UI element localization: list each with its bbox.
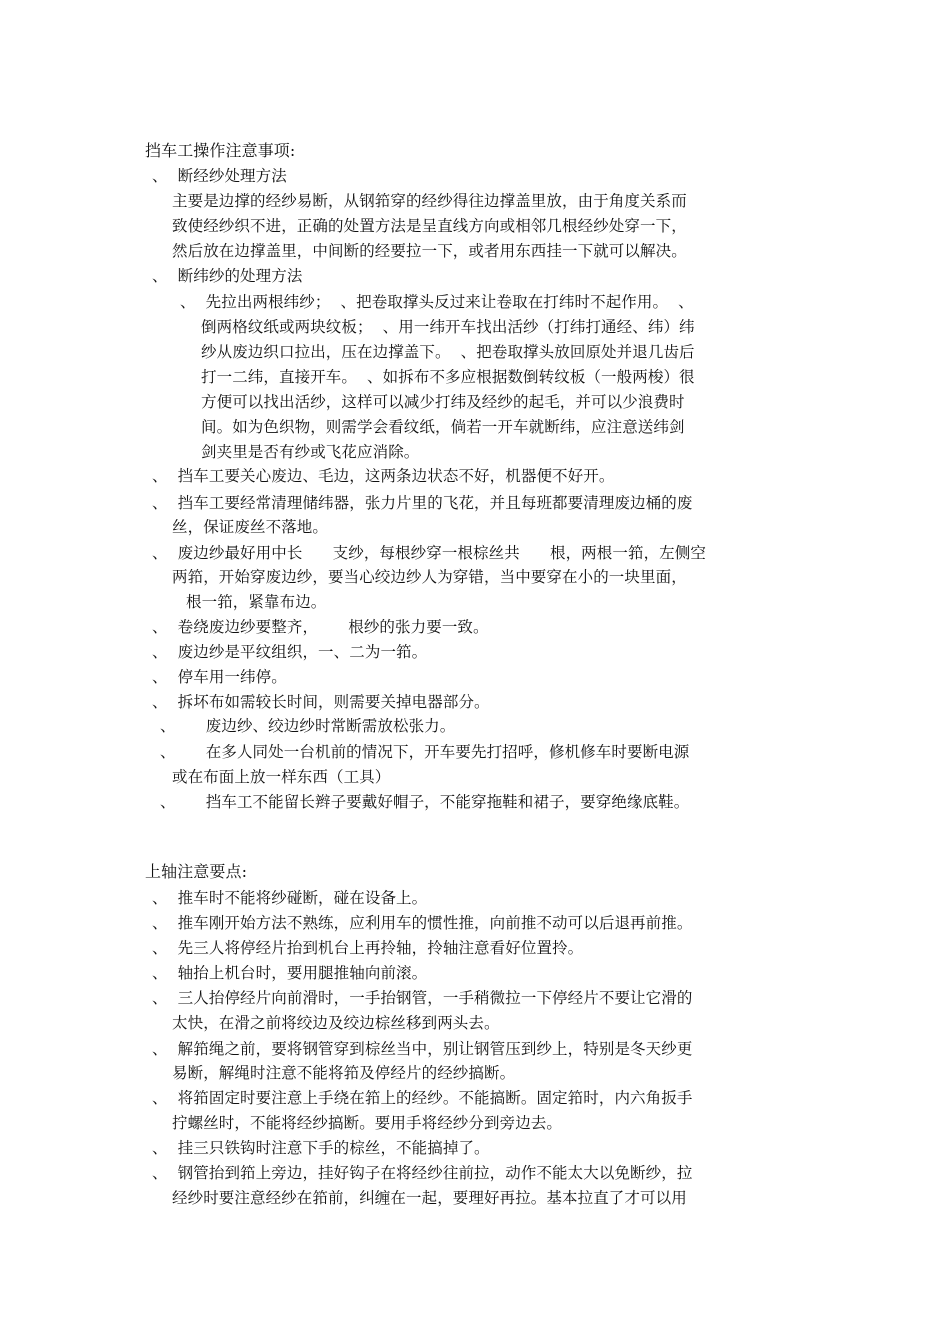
text-line: 、 先拉出两根纬纱； 、把卷取撑头反过来让卷取在打纬时不起作用。 、 — [180, 293, 694, 311]
text-line: 、 解筘绳之前，要将钢管穿到棕丝当中，别让钢管压到纱上，特别是冬天纱更 — [152, 1040, 693, 1058]
text-line: 然后放在边撑盖里，中间断的经要拉一下，或者用东西挂一下就可以解决。 — [172, 242, 687, 260]
text-line: 易断，解绳时注意不能将筘及停经片的经纱搞断。 — [172, 1064, 516, 1082]
text-line: 、 钢管抬到筘上旁边，挂好钩子在将经纱往前拉，动作不能太大以免断纱，拉 — [152, 1164, 693, 1182]
text-line: 、 推车刚开始方法不熟练，应利用车的惯性推，向前推不动可以后退再前推。 — [152, 914, 693, 932]
text-line: 纱从废边织口拉出，压在边撑盖下。 、把卷取撑头放回原处并退几齿后 — [201, 343, 695, 361]
text-line: 、 断纬纱的处理方法 — [152, 267, 303, 285]
text-line: 、 先三人将停经片抬到机台上再拎轴，拎轴注意看好位置拎。 — [152, 939, 584, 957]
text-line: 、 挡车工要经常清理储纬器，张力片里的飞花，并且每班都要清理废边桶的废 — [152, 494, 693, 512]
text-line: 主要是边撑的经纱易断，从钢筘穿的经纱得往边撑盖里放，由于角度关系而 — [172, 192, 687, 210]
text-line: 、 废边纱、绞边纱时常断需放松张力。 — [160, 717, 456, 735]
section-title-beam-loading: 上轴注意要点: — [145, 862, 248, 881]
text-line: 、 挡车工要关心废边、毛边，这两条边状态不好，机器便不好开。 — [152, 467, 615, 485]
text-line: 、 挡车工不能留长辫子要戴好帽子，不能穿拖鞋和裙子，要穿绝缘底鞋。 — [160, 793, 690, 811]
text-line: 致使经纱织不进，正确的处置方法是呈直线方向或相邻几根经纱处穿一下， — [172, 217, 687, 235]
text-line: 方便可以找出活纱，这样可以减少打纬及经纱的起毛，并可以少浪费时 — [201, 393, 685, 411]
text-line: 剑夹里是否有纱或飞花应消除。 — [201, 443, 420, 461]
text-line: 太快，在滑之前将绞边及绞边棕丝移到两头去。 — [172, 1014, 500, 1032]
text-line: 打一二纬，直接开车。 、如拆布不多应根据数倒转纹板（一般两梭）很 — [201, 368, 695, 386]
text-line: 、 挂三只铁钩时注意下手的棕丝，不能搞掉了。 — [152, 1139, 490, 1157]
text-line: 两筘，开始穿废边纱，要当心绞边纱人为穿错，当中要穿在小的一块里面， — [172, 568, 687, 586]
text-line: 、 拆坏布如需较长时间，则需要关掉电器部分。 — [152, 693, 490, 711]
text-line: 、 停车用一纬停。 — [152, 668, 287, 686]
text-line: 拧螺丝时，不能将经纱搞断。要用手将经纱分到旁边去。 — [172, 1114, 563, 1132]
text-line: 、 轴抬上机台时，要用腿推轴向前滚。 — [152, 964, 428, 982]
text-line: 、 在多人同处一台机前的情况下，开车要先打招呼，修机修车时要断电源 — [160, 743, 690, 761]
text-line: 、 断经纱处理方法 — [152, 167, 287, 185]
text-line: 或在布面上放一样东西（工具） — [172, 768, 391, 786]
text-line: 丝，保证废丝不落地。 — [172, 518, 329, 536]
text-line: 、 废边纱最好用中长 支纱，每根纱穿一根棕丝共 根，两根一筘，左侧空 — [152, 544, 706, 562]
text-line: 根一筘，紧靠布边。 — [186, 593, 327, 611]
text-line: 经纱时要注意经纱在筘前，纠缠在一起，要理好再拉。基本拉直了才可以用 — [172, 1189, 687, 1207]
text-line: 间。如为色织物，则需学会看纹纸，倘若一开车就断纬，应注意送纬剑 — [201, 418, 685, 436]
text-line: 、 卷绕废边纱要整齐， 根纱的张力要一致。 — [152, 618, 489, 636]
text-line: 、 废边纱是平纹组织，一、二为一筘。 — [152, 643, 428, 661]
text-line: 、 将筘固定时要注意上手绕在筘上的经纱。不能搞断。固定筘时，内六角扳手 — [152, 1089, 693, 1107]
text-line: 倒两格纹纸或两块纹板； 、用一纬开车找出活纱（打纬打通经、纬）纬 — [201, 318, 695, 336]
section-title-operation-notes: 挡车工操作注意事项: — [145, 141, 296, 160]
text-line: 、 三人抬停经片向前滑时，一手抬钢管，一手稍微拉一下停经片不要让它滑的 — [152, 989, 693, 1007]
text-line: 、 推车时不能将纱碰断，碰在设备上。 — [152, 889, 428, 907]
